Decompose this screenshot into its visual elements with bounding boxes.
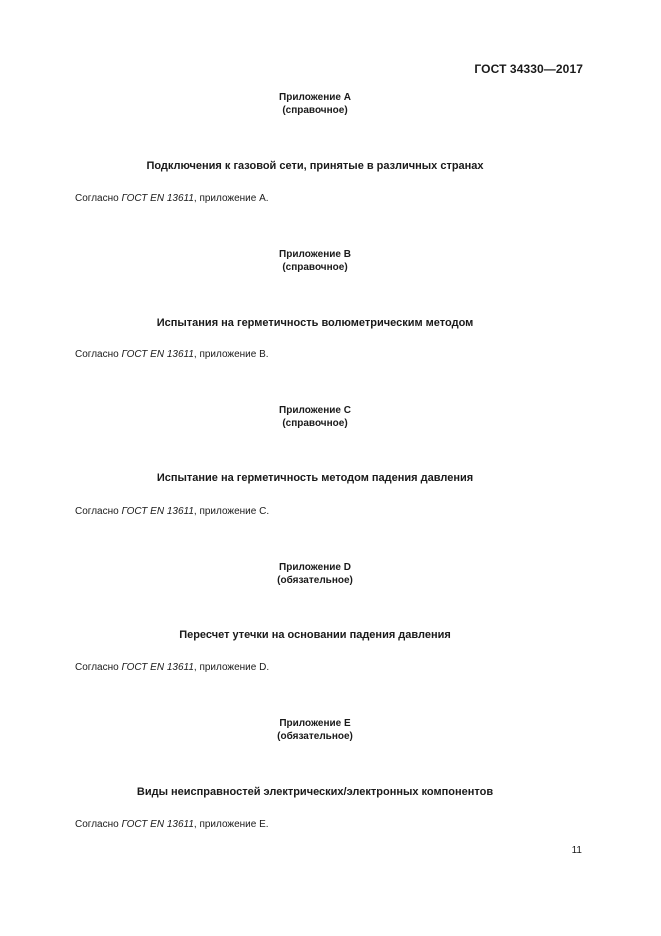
standard-reference: ГОСТ EN 13611 xyxy=(121,349,194,360)
appendix-d xyxy=(0,562,661,587)
document-code: ГОСТ 34330—2017 xyxy=(474,62,583,76)
standard-reference: ГОСТ EN 13611 xyxy=(121,193,194,204)
appendix-status: (справочное) xyxy=(282,417,348,429)
body-text: , приложение E. xyxy=(193,819,269,830)
appendix-heading xyxy=(28,562,602,587)
body-text: Согласно xyxy=(75,819,122,830)
appendix-body xyxy=(75,819,269,830)
body-text: Согласно xyxy=(75,506,122,517)
appendix-title: Испытание на герметичность методом падения давления xyxy=(156,472,474,484)
appendix-label: Приложение B xyxy=(279,249,351,260)
appendix-body xyxy=(75,349,269,360)
appendix-body xyxy=(75,193,269,204)
appendix-b xyxy=(0,249,661,274)
appendix-a xyxy=(0,92,661,117)
standard-reference: ГОСТ EN 13611 xyxy=(121,819,194,830)
appendix-label: Приложение D xyxy=(279,562,351,573)
body-text: , приложение A. xyxy=(193,193,269,204)
appendix-heading xyxy=(28,718,602,743)
appendix-body xyxy=(75,662,269,673)
appendix-c xyxy=(0,405,661,430)
appendix-heading xyxy=(28,405,602,430)
appendix-e xyxy=(0,718,661,743)
appendix-label: Приложение A xyxy=(279,92,351,103)
appendix-body xyxy=(75,506,269,517)
appendix-label: Приложение E xyxy=(279,718,351,729)
body-text: , приложение C. xyxy=(193,506,270,517)
appendix-heading xyxy=(28,92,602,117)
appendix-status: (обязательное) xyxy=(277,730,353,742)
appendix-title: Испытания на герметичность волюметрическим методом xyxy=(156,317,474,329)
appendix-status: (справочное) xyxy=(282,104,348,116)
appendix-title: Подключения к газовой сети, принятые в различных странах xyxy=(146,160,484,172)
appendix-status: (обязательное) xyxy=(277,574,353,586)
appendix-label: Приложение C xyxy=(279,405,351,416)
body-text: Согласно xyxy=(75,349,122,360)
body-text: , приложение D. xyxy=(193,662,270,673)
page-number: 11 xyxy=(571,845,582,856)
standard-reference: ГОСТ EN 13611 xyxy=(121,662,194,673)
body-text: , приложение B. xyxy=(193,349,269,360)
appendix-title: Виды неисправностей электрических/электронных компонентов xyxy=(136,786,494,798)
appendix-title: Пересчет утечки на основании падения давления xyxy=(179,629,451,641)
appendix-heading xyxy=(28,249,602,274)
appendix-status: (справочное) xyxy=(282,261,348,273)
body-text: Согласно xyxy=(75,193,122,204)
standard-reference: ГОСТ EN 13611 xyxy=(121,506,194,517)
body-text: Согласно xyxy=(75,662,122,673)
